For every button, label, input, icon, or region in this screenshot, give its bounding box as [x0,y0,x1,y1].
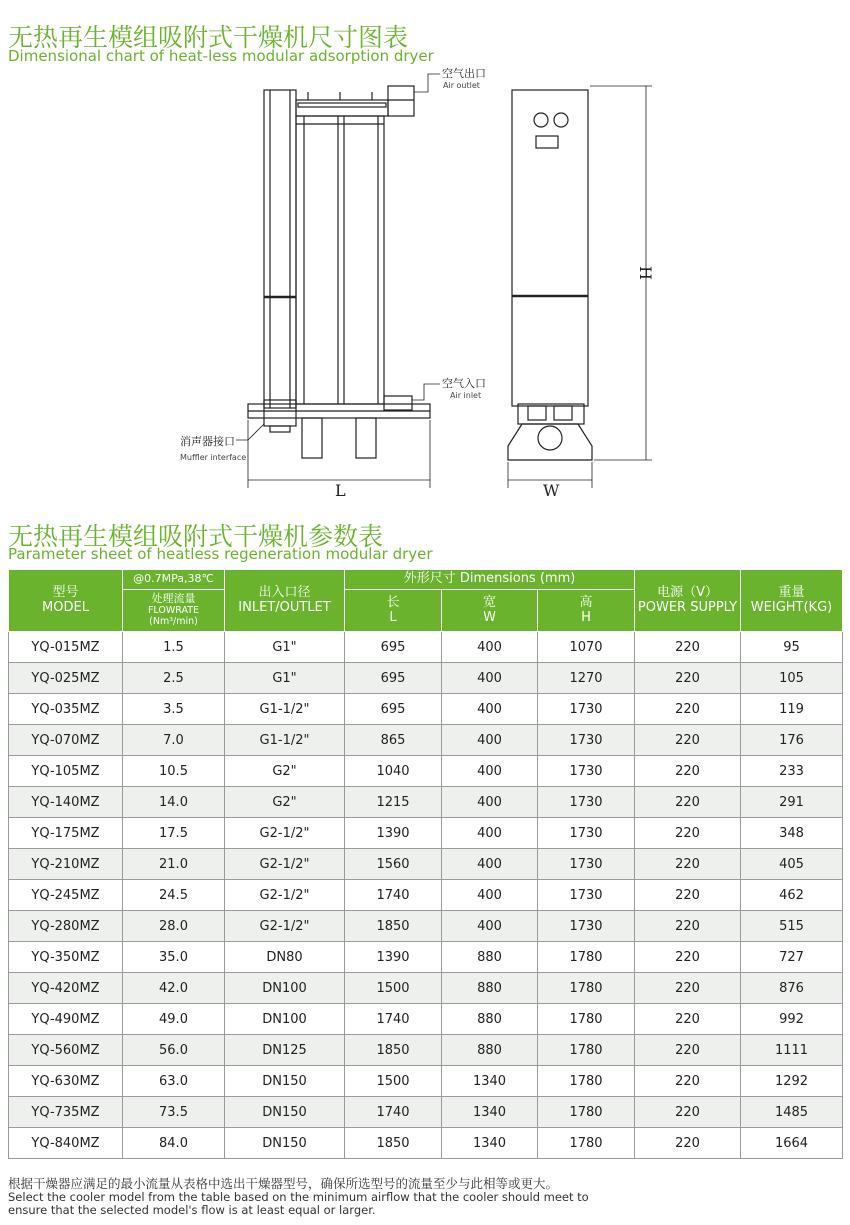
cell-weight: 1664 [741,1128,843,1159]
cell-height: 1780 [538,942,635,973]
cell-power-supply: 220 [635,1035,741,1066]
table-row [9,725,843,756]
air-inlet-label-en: Air inlet [450,391,482,400]
cell-weight: 176 [741,725,843,756]
cell-height: 1730 [538,787,635,818]
chart-section-title-cn: 无热再生模组吸附式干燥机尺寸图表 [8,23,409,52]
cell-length: 1040 [345,756,442,787]
cell-inlet-outlet: G2-1/2" [225,880,345,911]
cell-weight: 992 [741,1004,843,1035]
cell-height: 1780 [538,1097,635,1128]
muffler-label-cn: 消声器接口 [180,435,235,448]
cell-flowrate: 24.5 [123,880,225,911]
cell-power-supply: 220 [635,942,741,973]
cell-inlet-outlet: G2" [225,756,345,787]
cell-power-supply: 220 [635,694,741,725]
cell-flowrate: 2.5 [123,663,225,694]
table-row [9,1004,843,1035]
cell-height: 1780 [538,1035,635,1066]
cell-width: 400 [442,880,538,911]
cell-weight: 119 [741,694,843,725]
cell-power-supply: 220 [635,911,741,942]
cell-width: 1340 [442,1066,538,1097]
cell-weight: 1111 [741,1035,843,1066]
cell-length: 1740 [345,1097,442,1128]
header-condition: @0.7MPa,38℃ [123,570,225,590]
header-width [442,590,538,632]
cell-length: 865 [345,725,442,756]
cell-flowrate: 84.0 [123,1128,225,1159]
cell-model: YQ-560MZ [9,1035,123,1066]
footnote-cn: 根据干燥器应满足的最小流量从表格中选出干燥器型号，确保所选型号的流量至少与此相等或更大。 [8,1176,559,1191]
cell-power-supply: 220 [635,1097,741,1128]
header-model-cn: 型号 [52,584,79,600]
cell-length: 1500 [345,1066,442,1097]
footnote-en-line2: ensure that the selected model's flow is at least equal or larger. [8,1203,376,1217]
chart-section-title-en: Dimensional chart of heat-less modular adsorption dryer [8,47,434,65]
cell-height: 1730 [538,756,635,787]
cell-weight: 876 [741,973,843,1004]
header-length [345,590,442,632]
header-width-cn: 宽 [482,594,496,610]
cell-power-supply: 220 [635,880,741,911]
cell-flowrate: 10.5 [123,756,225,787]
cell-inlet-outlet: G2" [225,787,345,818]
cell-inlet-outlet: DN125 [225,1035,345,1066]
cell-model: YQ-350MZ [9,942,123,973]
cell-length: 695 [345,632,442,663]
header-inlet [225,570,345,632]
cell-inlet-outlet: DN80 [225,942,345,973]
table-row [9,1097,843,1128]
cell-flowrate: 1.5 [123,632,225,663]
cell-weight: 462 [741,880,843,911]
table-row [9,942,843,973]
cell-flowrate: 14.0 [123,787,225,818]
header-flow-unit: (Nm³/min) [149,615,198,627]
cell-flowrate: 42.0 [123,973,225,1004]
cell-flowrate: 63.0 [123,1066,225,1097]
cell-inlet-outlet: G1-1/2" [225,694,345,725]
cell-height: 1730 [538,818,635,849]
table-row [9,973,843,1004]
cell-height: 1730 [538,849,635,880]
cell-inlet-outlet: G2-1/2" [225,818,345,849]
header-height-cn: 高 [579,594,593,610]
cell-height: 1780 [538,1128,635,1159]
cell-length: 1740 [345,880,442,911]
front-view [248,86,430,488]
cell-model: YQ-025MZ [9,663,123,694]
header-weight [741,570,843,632]
cell-model: YQ-140MZ [9,787,123,818]
cell-length: 695 [345,694,442,725]
cell-power-supply: 220 [635,787,741,818]
table-row [9,880,843,911]
cell-power-supply: 220 [635,632,741,663]
cell-flowrate: 49.0 [123,1004,225,1035]
table-row [9,756,843,787]
header-power [635,570,741,632]
cell-height: 1730 [538,694,635,725]
cell-weight: 348 [741,818,843,849]
table-row [9,1035,843,1066]
cell-power-supply: 220 [635,849,741,880]
cell-height: 1730 [538,911,635,942]
cell-length: 1560 [345,849,442,880]
cell-width: 400 [442,818,538,849]
cell-model: YQ-175MZ [9,818,123,849]
cell-inlet-outlet: DN150 [225,1128,345,1159]
header-power-cn: 电源（V） [657,584,718,600]
cell-height: 1070 [538,632,635,663]
cell-model: YQ-035MZ [9,694,123,725]
cell-model: YQ-070MZ [9,725,123,756]
cell-length: 1500 [345,973,442,1004]
dim-w-label: W [543,481,560,500]
cell-width: 400 [442,849,538,880]
cell-height: 1780 [538,1066,635,1097]
header-length-cn: 长 [386,594,400,610]
cell-width: 880 [442,942,538,973]
cell-flowrate: 17.5 [123,818,225,849]
cell-power-supply: 220 [635,663,741,694]
header-flow-cn: 处理流量 [151,592,196,606]
param-section-title-en: Parameter sheet of heatless regeneration modular dryer [8,545,433,563]
cell-inlet-outlet: G2-1/2" [225,849,345,880]
cell-length: 1390 [345,818,442,849]
cell-flowrate: 73.5 [123,1097,225,1128]
table-row [9,911,843,942]
cell-width: 1340 [442,1128,538,1159]
cell-weight: 233 [741,756,843,787]
cell-power-supply: 220 [635,1128,741,1159]
header-weight-en: WEIGHT(KG) [750,599,833,615]
cell-weight: 727 [741,942,843,973]
cell-model: YQ-280MZ [9,911,123,942]
cell-inlet-outlet: DN100 [225,1004,345,1035]
cell-width: 880 [442,1004,538,1035]
cell-length: 1390 [345,942,442,973]
header-length-en: L [389,609,397,625]
cell-model: YQ-490MZ [9,1004,123,1035]
cell-width: 400 [442,663,538,694]
cell-width: 400 [442,787,538,818]
air-inlet-label-cn: 空气入口 [442,377,486,390]
cell-power-supply: 220 [635,756,741,787]
table-row [9,1128,843,1159]
header-model-en: MODEL [42,599,89,615]
cell-inlet-outlet: G1-1/2" [225,725,345,756]
air-outlet-label-en: Air outlet [443,81,480,90]
cell-model: YQ-630MZ [9,1066,123,1097]
cell-weight: 95 [741,632,843,663]
cell-inlet-outlet: G1" [225,663,345,694]
cell-flowrate: 7.0 [123,725,225,756]
cell-flowrate: 3.5 [123,694,225,725]
cell-model: YQ-245MZ [9,880,123,911]
cell-model: YQ-105MZ [9,756,123,787]
table-row [9,818,843,849]
cell-weight: 405 [741,849,843,880]
cell-weight: 1485 [741,1097,843,1128]
header-power-en: POWER SUPPLY [637,599,738,615]
cell-height: 1780 [538,1004,635,1035]
cell-width: 400 [442,756,538,787]
cell-model: YQ-210MZ [9,849,123,880]
cell-height: 1780 [538,973,635,1004]
parameter-table-body [9,632,843,1159]
cell-power-supply: 220 [635,973,741,1004]
cell-power-supply: 220 [635,1004,741,1035]
table-row [9,787,843,818]
cell-inlet-outlet: DN150 [225,1097,345,1128]
table-row [9,632,843,663]
cell-length: 1850 [345,1128,442,1159]
air-outlet-label-cn: 空气出口 [442,67,486,80]
cell-width: 400 [442,694,538,725]
cell-width: 400 [442,632,538,663]
header-inlet-cn: 出入口径 [258,584,311,600]
cell-weight: 105 [741,663,843,694]
param-section-title-cn: 无热再生模组吸附式干燥机参数表 [8,522,384,551]
cell-model: YQ-420MZ [9,973,123,1004]
cell-power-supply: 220 [635,818,741,849]
cell-flowrate: 28.0 [123,911,225,942]
dim-l-label: L [335,481,346,500]
cell-width: 880 [442,973,538,1004]
cell-weight: 515 [741,911,843,942]
cell-model: YQ-735MZ [9,1097,123,1128]
header-weight-cn: 重量 [778,584,805,600]
header-height [538,590,635,632]
cell-length: 1215 [345,787,442,818]
dim-h-label: H [636,266,655,280]
table-row [9,694,843,725]
cell-height: 1730 [538,725,635,756]
cell-model: YQ-015MZ [9,632,123,663]
header-flowrate [123,590,225,632]
cell-model: YQ-840MZ [9,1128,123,1159]
cell-length: 1740 [345,1004,442,1035]
header-height-en: H [581,609,591,625]
footnote-en-line1: Select the cooler model from the table based on the minimum airflow that the cooler should meet to [8,1190,589,1204]
header-inlet-en: INLET/OUTLET [238,599,331,615]
cell-width: 880 [442,1035,538,1066]
table-row [9,663,843,694]
cell-width: 400 [442,911,538,942]
cell-flowrate: 35.0 [123,942,225,973]
cell-height: 1730 [538,880,635,911]
cell-inlet-outlet: DN150 [225,1066,345,1097]
cell-flowrate: 56.0 [123,1035,225,1066]
muffler-label-en: Muffler interface [180,453,247,462]
header-width-en: W [483,609,496,625]
cell-flowrate: 21.0 [123,849,225,880]
dimension-diagram [0,64,850,514]
table-row [9,849,843,880]
cell-weight: 1292 [741,1066,843,1097]
cell-length: 1850 [345,1035,442,1066]
cell-power-supply: 220 [635,725,741,756]
table-row [9,1066,843,1097]
cell-inlet-outlet: G1" [225,632,345,663]
cell-length: 1850 [345,911,442,942]
cell-inlet-outlet: G2-1/2" [225,911,345,942]
cell-weight: 291 [741,787,843,818]
cell-inlet-outlet: DN100 [225,973,345,1004]
parameter-table [8,569,843,1159]
side-view [508,86,652,488]
cell-width: 1340 [442,1097,538,1128]
cell-height: 1270 [538,663,635,694]
cell-power-supply: 220 [635,1066,741,1097]
header-dimensions: 外形尺寸 Dimensions (mm) [345,570,635,590]
cell-length: 695 [345,663,442,694]
header-flow-en: FLOWRATE [147,604,200,616]
cell-width: 400 [442,725,538,756]
header-model [9,570,123,632]
